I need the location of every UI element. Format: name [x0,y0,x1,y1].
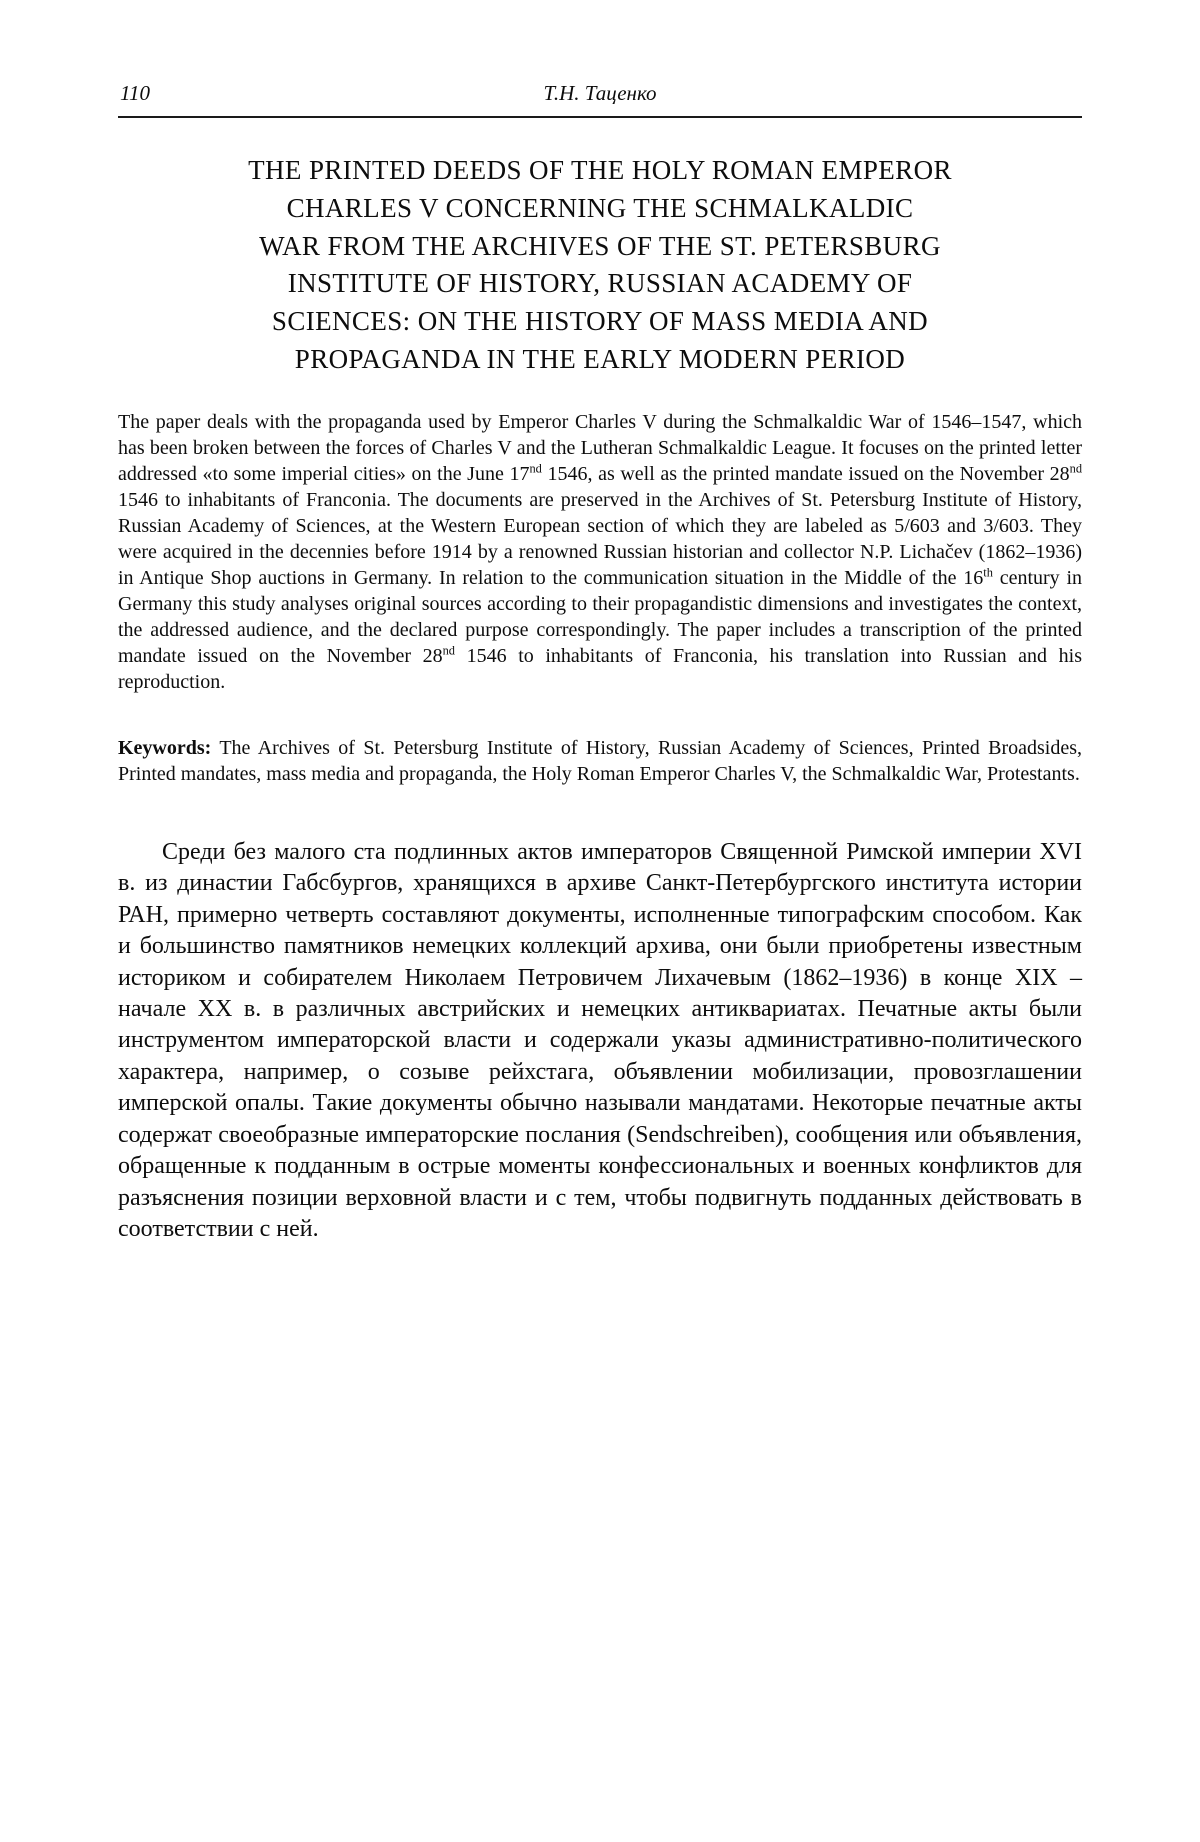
keywords-text: The Archives of St. Petersburg Institute of History, Russian Academy of Sciences, Printed Broadsides, Printed mandates, mass media and propaganda, the Holy Roman Emperor Charles V, the Schmalkaldic War, Protestants. [118,736,1082,785]
keywords-label: Keywords: [118,736,212,759]
header-rule [118,116,1082,118]
body-paragraph: Среди без малого ста подлинных актов императоров Священной Римской империи XVI в. из династии Габсбургов, хранящихся в архиве Санкт-Петербургского института истории РАН, примерно четверть составляют документы, исполненные типографским способом. Как и большинство памятников немецких коллекций архива, они были приобретены известным историком и собирателем Николаем Петровичем Лихачевым (1862–1936) в конце XIX – начале XX в. в различных австрийских и немецких антиквариатах. Печатные акты были инструментом императорской власти и содержали указы административно-политического характера, например, о созыве рейхстага, объявлении мобилизации, провозглашении имперской опалы. Такие документы обычно называли мандатами. Некоторые печатные акты содержат своеобразные императорские послания (Sendschreiben), сообщения или объявления, обращенные к подданным в острые моменты конфессиональных и военных конфликтов для разъяснения позиции верховной власти и с тем, чтобы подвигнуть подданных действовать в соответствии с ней. [118,838,1082,1243]
keywords-paragraph [118,735,1082,787]
page-header [118,80,1082,106]
running-head-author: Т.Н. Таценко [543,81,657,105]
article-title: THE PRINTED DEEDS OF THE HOLY ROMAN EMPEROR CHARLES V CONCERNING THE SCHMALKALDIC WAR FROM THE ARCHIVES OF THE ST. PETERSBURG INSTITUTE OF HISTORY, RUSSIAN ACADEMY OF SCIENCES: ON THE HISTORY OF MASS MEDIA AND PROPAGANDA IN THE EARLY MODERN PERIOD [248,155,952,374]
page-number: 110 [120,81,150,105]
abstract-paragraph: The paper deals with the propaganda used by Emperor Charles V during the Schmalkaldic War of 1546–1547, which has been broken between the forces of Charles V and the Lutheran Schmalkaldic League. It focuses on the printed letter addressed «to some imperial cities» on the June 17nd 1546, as well as the printed mandate issued on the November 28nd 1546 to inhabitants of Franconia. The documents are preserved in the Archives of St. Petersburg Institute of History, Russian Academy of Sciences, at the Western European section of which they are labeled as 5/603 and 3/603. They were acquired in the decennies before 1914 by a renowned Russian historian and collector N.P. Lichačev (1862–1936) in Antique Shop auctions in Germany. In relation to the communication situation in the Middle of the 16th century in Germany this study analyses original sources according to their propagandistic dimensions and investigates the context, the addressed audience, and the declared purpose correspondingly. The paper includes a transcription of the printed mandate issued on the November 28nd 1546 to inhabitants of Franconia, his translation into Russian and his reproduction. [118,410,1083,693]
